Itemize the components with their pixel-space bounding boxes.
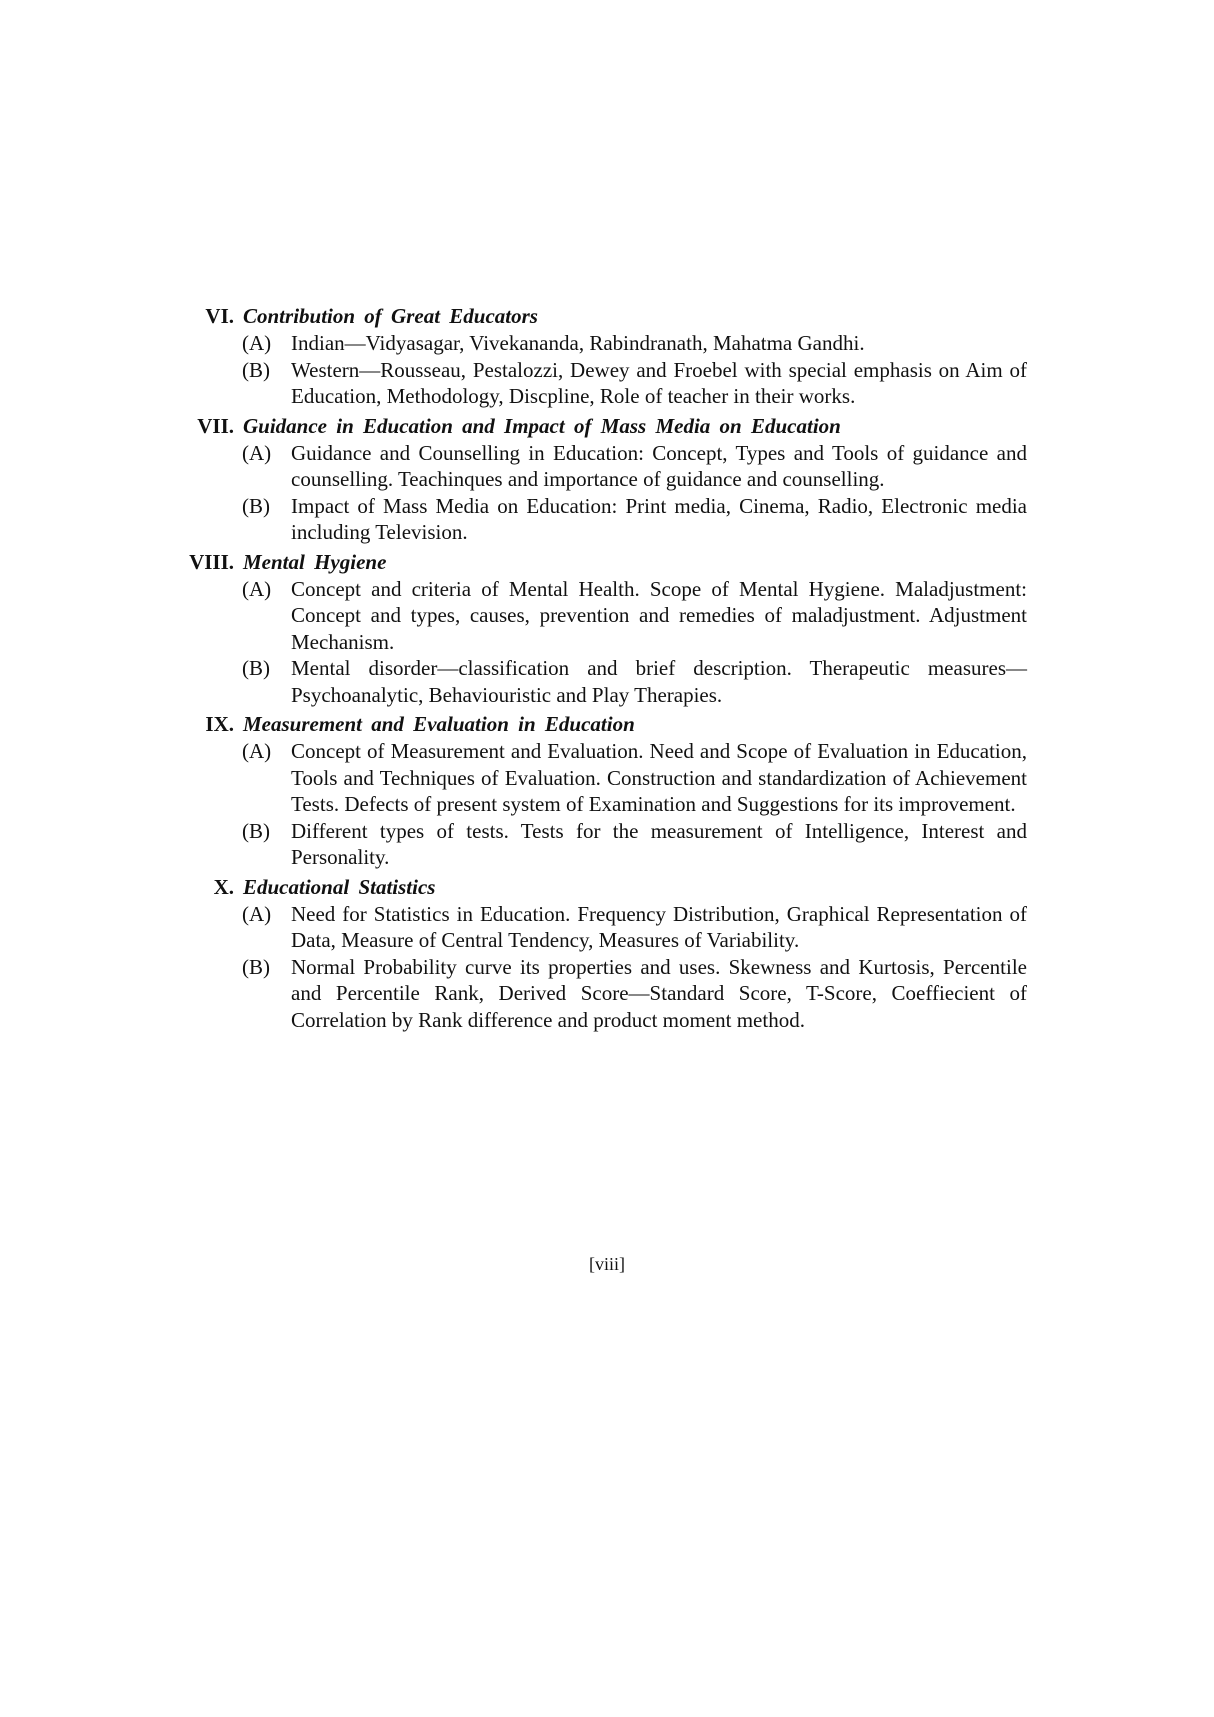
section-number: X. [213,874,234,899]
item-label: (A) [242,440,272,465]
section-heading [0,548,1214,576]
section-number: VI. [205,304,234,328]
section-x [0,873,1214,1034]
list-item [0,818,1214,871]
section-title: Contribution of Great Educators [243,304,538,328]
item-label: (B) [242,357,270,382]
section-vii [0,412,1214,546]
section-title: Guidance in Education and Impact of Mass Media on Education [243,413,841,438]
list-item [0,738,1214,818]
section-title: Mental Hygiene [243,549,387,574]
item-text: Need for Statistics in Education. Frequency Distribution, Graphical Representation of Data, Measure of Central Tendency, Measures of Variability. [291,901,1027,952]
list-item [0,954,1214,1034]
item-text: Different types of tests. Tests for the measurement of Intelligence, Interest and Personality. [291,818,1027,869]
list-item [0,655,1214,708]
section-title: Educational Statistics [243,874,436,899]
item-text: Western—Rousseau, Pestalozzi, Dewey and Froebel with special emphasis on Aim of Education, Methodology, Discpline, Role of teacher in their works. [291,357,1027,408]
section-heading [0,302,1214,330]
item-text: Impact of Mass Media on Education: Print media, Cinema, Radio, Electronic media including Television. [291,493,1027,544]
section-heading [0,710,1214,738]
section-title: Measurement and Evaluation in Education [243,712,635,736]
item-text: Mental disorder—classification and brief description. Therapeutic measures—Psychoanalytic, Behaviouristic and Play Therapies. [291,656,1027,707]
item-label: (B) [242,818,270,843]
item-label: (A) [242,576,272,601]
section-viii [0,548,1214,709]
section-vi [0,302,1214,410]
list-item [0,440,1214,493]
item-text: Guidance and Counselling in Education: Concept, Types and Tools of guidance and counselling. Teachinques and importance of guidance and counselling. [291,440,1027,491]
item-text: Normal Probability curve its properties and uses. Skewness and Kurtosis, Percentile and Percentile Rank, Derived Score—Standard Score, T-Score, Coeffiecient of Correlation by Rank difference and product moment method. [291,954,1027,1032]
section-heading [0,412,1214,440]
item-label: (A) [242,739,272,763]
section-heading [0,873,1214,901]
section-number: VIII. [189,549,234,574]
list-item [0,901,1214,954]
list-item [0,357,1214,410]
item-label: (B) [242,656,270,680]
item-text: Concept and criteria of Mental Health. Scope of Mental Hygiene. Maladjustment: Concept and types, causes, prevention and remedies of maladjustment. Adjustment Mechanism. [291,576,1027,654]
item-text: Indian—Vidyasagar, Vivekananda, Rabindranath, Mahatma Gandhi. [291,331,865,355]
list-item [0,493,1214,546]
syllabus-content [0,302,1214,1033]
section-number: VII. [197,413,234,438]
item-label: (A) [242,901,272,926]
list-item [0,330,1214,357]
section-ix [0,710,1214,871]
page-number: [viii] [589,1254,625,1274]
section-number: IX. [205,712,234,736]
item-label: (B) [242,493,270,518]
item-text: Concept of Measurement and Evaluation. Need and Scope of Evaluation in Education, Tools and Techniques of Evaluation. Construction and standardization of Achievement Tests. Defects of present system of Examination and Suggestions for its improvement. [291,739,1027,816]
item-label: (B) [242,954,270,979]
item-label: (A) [242,331,272,355]
list-item [0,576,1214,656]
